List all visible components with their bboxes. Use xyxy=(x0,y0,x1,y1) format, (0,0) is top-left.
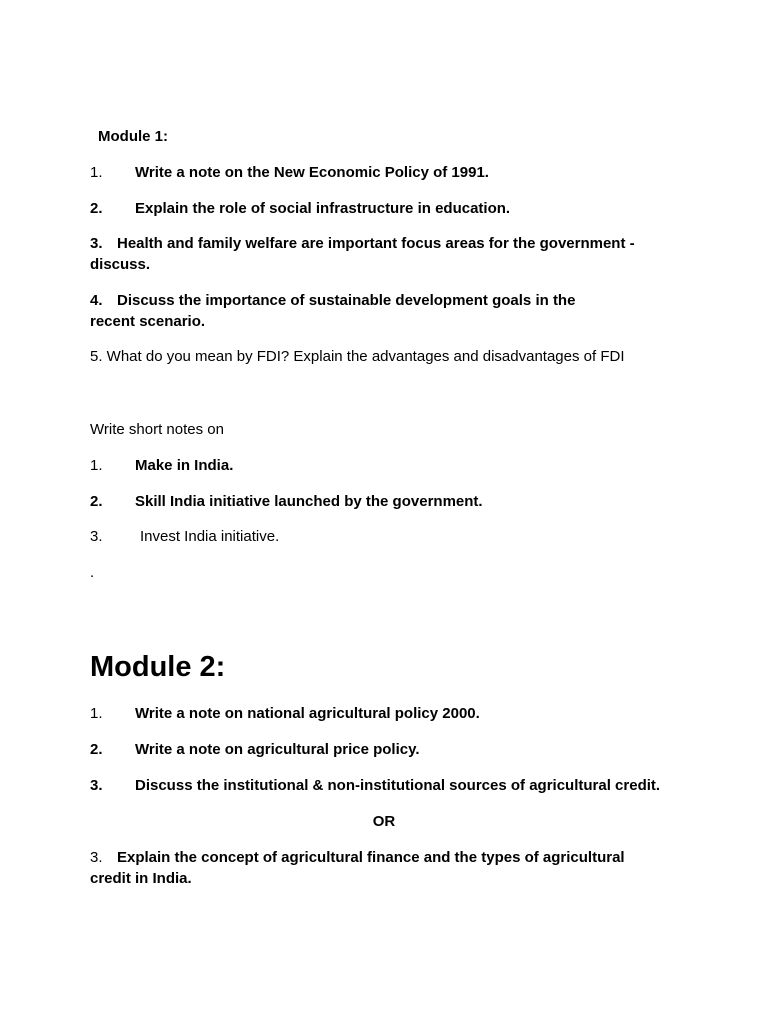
m1-q2-number: 2. xyxy=(90,200,103,217)
m1-q3-text-line1: Health and family welfare are important focus areas for the government - xyxy=(117,235,635,252)
m2-q3-number: 3. xyxy=(90,777,103,794)
trailing-dot: . xyxy=(90,564,95,581)
short-note-2-number: 2. xyxy=(90,493,103,510)
module-1-heading: Module 1: xyxy=(98,128,168,145)
m2-alt-q3-text-line2: credit in India. xyxy=(90,870,192,887)
m1-q2-text: Explain the role of social infrastructure in education. xyxy=(135,200,511,217)
m1-q3-number: 3. xyxy=(90,235,103,252)
m1-q4-number: 4. xyxy=(90,292,103,309)
short-note-1-number: 1. xyxy=(90,457,103,474)
m2-alt-q3-number: 3. xyxy=(90,849,103,866)
m2-q1-number: 1. xyxy=(90,705,103,722)
m1-q5-text: 5. What do you mean by FDI? Explain the advantages and disadvantages of FDI xyxy=(90,348,625,365)
m1-q4-text-line1: Discuss the importance of sustainable development goals in the xyxy=(117,292,576,309)
m2-q1-text: Write a note on national agricultural policy 2000. xyxy=(135,705,480,722)
m1-q1-text: Write a note on the New Economic Policy of 1991. xyxy=(135,164,489,181)
short-notes-heading: Write short notes on xyxy=(90,421,224,438)
m1-q4-text-line2: recent scenario. xyxy=(90,313,206,330)
short-note-3-number: 3. xyxy=(90,528,103,545)
or-separator: OR xyxy=(372,813,396,830)
m1-q1-number: 1. xyxy=(90,164,103,181)
short-note-2-text: Skill India initiative launched by the government. xyxy=(135,493,483,510)
short-note-1-text: Make in India. xyxy=(135,457,234,474)
m2-q2-number: 2. xyxy=(90,741,103,758)
m2-q3-text: Discuss the institutional & non-institutional sources of agricultural credit. xyxy=(135,777,661,794)
m2-alt-q3-text-line1: Explain the concept of agricultural finance and the types of agricultural xyxy=(117,849,625,866)
m1-q3-text-line2: discuss. xyxy=(90,256,151,273)
module-2-heading: Module 2: xyxy=(90,651,226,683)
short-note-3-text: Invest India initiative. xyxy=(140,528,280,545)
m2-q2-text: Write a note on agricultural price policy. xyxy=(135,741,420,758)
